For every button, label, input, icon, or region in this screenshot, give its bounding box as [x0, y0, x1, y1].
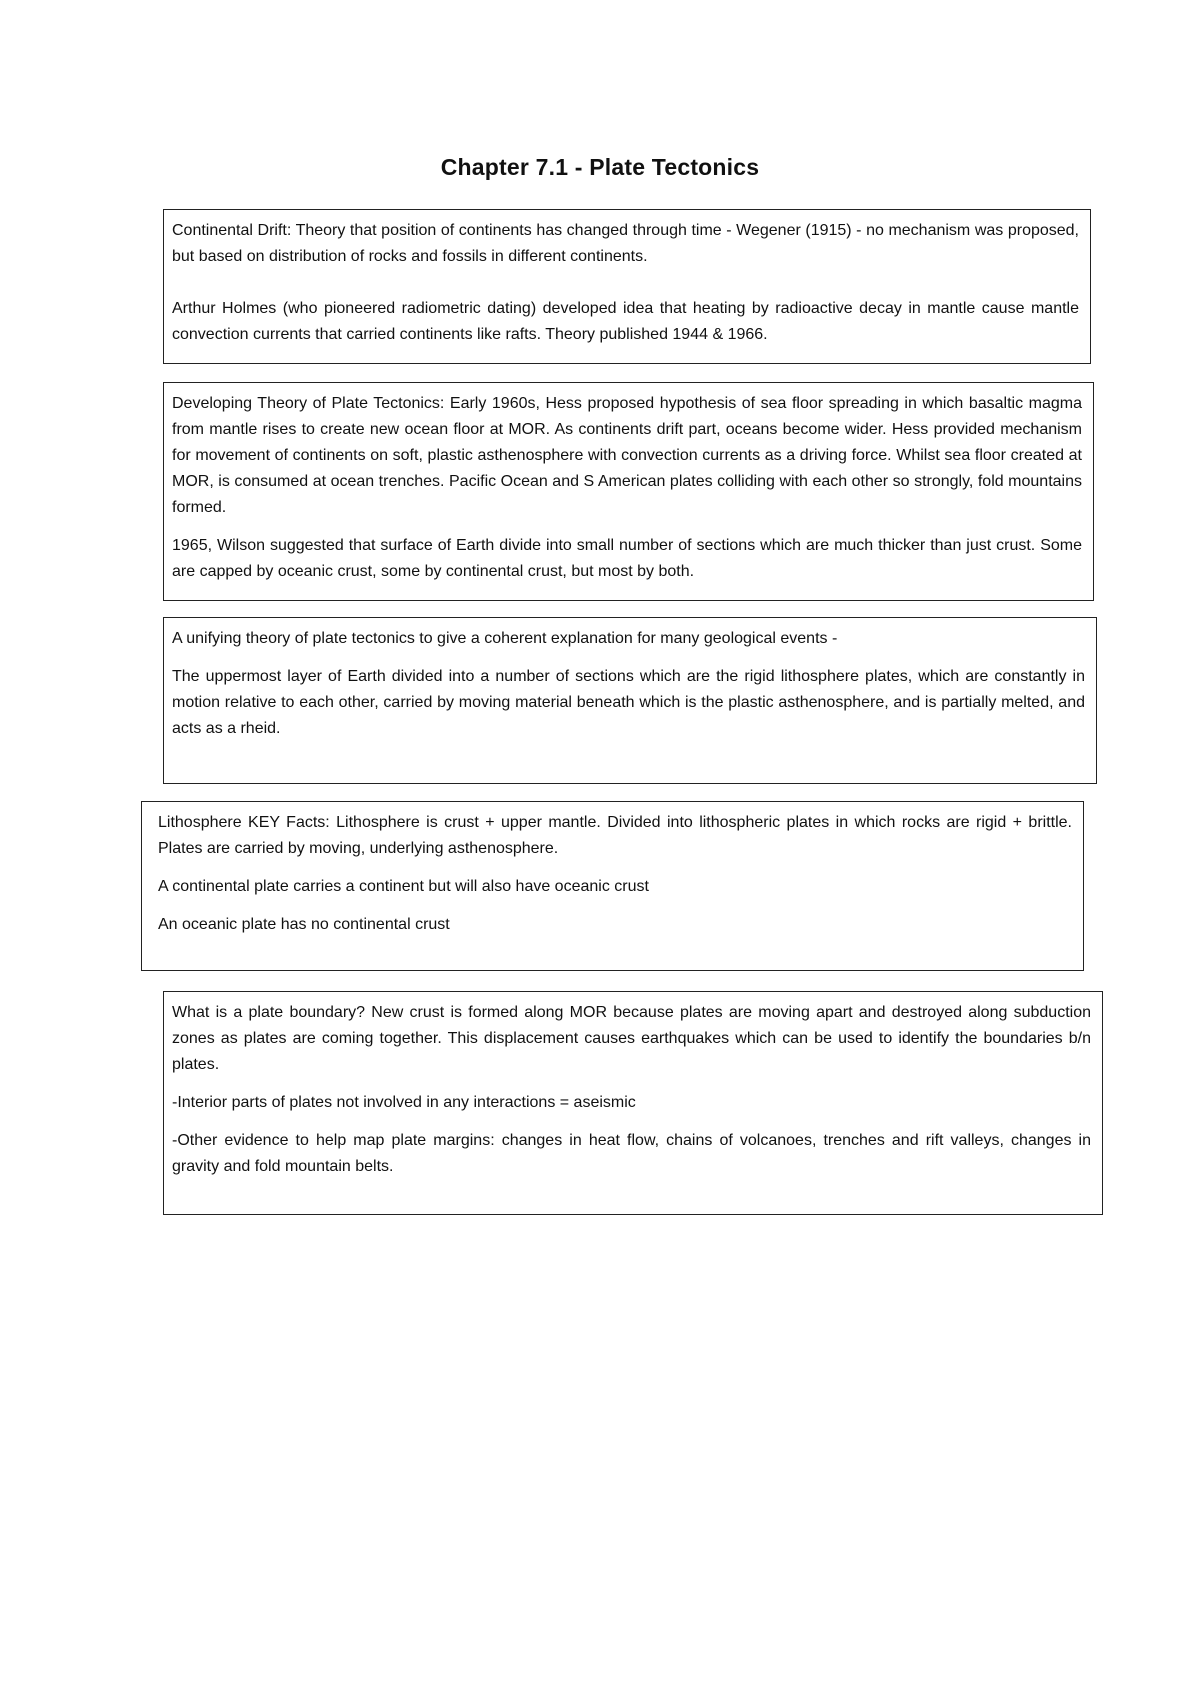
paragraph: -Other evidence to help map plate margins: changes in heat flow, chains of volcanoes, trenches and rift valleys, changes in gravity and fold mountain belts. — [172, 1132, 1091, 1175]
paragraph: Continental Drift: Theory that position of continents has changed through time - Wegener (1915) - no mechanism was proposed, but based on distribution of rocks and fossils in different continents. — [172, 222, 1079, 265]
note-box-plate-boundary — [163, 991, 1103, 1215]
paragraph: What is a plate boundary? New crust is formed along MOR because plates are moving apart and destroyed along subduction zones as plates are coming together. This displacement causes earthquakes which can be used to identify the boundaries b/n plates. — [172, 1004, 1091, 1073]
note-box-continental-drift — [163, 209, 1091, 364]
paragraph: Developing Theory of Plate Tectonics: Early 1960s, Hess proposed hypothesis of sea floor spreading in which basaltic magma from mantle rises to create new ocean floor at MOR. As continents drift part, oceans become wider. Hess provided mechanism for movement of continents on soft, plastic asthenosphere with convection currents as a driving force. Whilst sea floor created at MOR, is consumed at ocean trenches. Pacific Ocean and S American plates colliding with each other so strongly, fold mountains formed. — [172, 395, 1082, 516]
paragraph: A unifying theory of plate tectonics to give a coherent explanation for many geological events - — [172, 630, 838, 647]
note-box-developing-theory — [163, 382, 1094, 601]
paragraph: -Interior parts of plates not involved in any interactions = aseismic — [172, 1094, 636, 1111]
paragraph: Lithosphere KEY Facts: Lithosphere is crust + upper mantle. Divided into lithospheric plates in which rocks are rigid + brittle. Plates are carried by moving, underlying asthenosphere. — [158, 814, 1072, 857]
paragraph: An oceanic plate has no continental crust — [158, 916, 450, 933]
paragraph: Arthur Holmes (who pioneered radiometric dating) developed idea that heating by radioactive decay in mantle cause mantle convection currents that carried continents like rafts. Theory published 1944 & 1966. — [172, 300, 1079, 343]
page-title: Chapter 7.1 - Plate Tectonics — [440, 154, 760, 180]
paragraph: 1965, Wilson suggested that surface of Earth divide into small number of sections which are much thicker than just crust. Some are capped by oceanic crust, some by continental crust, but most by both. — [172, 537, 1082, 580]
note-box-unifying-theory — [163, 617, 1097, 784]
paragraph: The uppermost layer of Earth divided into a number of sections which are the rigid lithosphere plates, which are constantly in motion relative to each other, carried by moving material beneath which is the plastic asthenosphere, and is partially melted, and acts as a rheid. — [172, 668, 1085, 737]
note-box-lithosphere-facts — [141, 801, 1084, 971]
paragraph: A continental plate carries a continent but will also have oceanic crust — [158, 878, 649, 895]
